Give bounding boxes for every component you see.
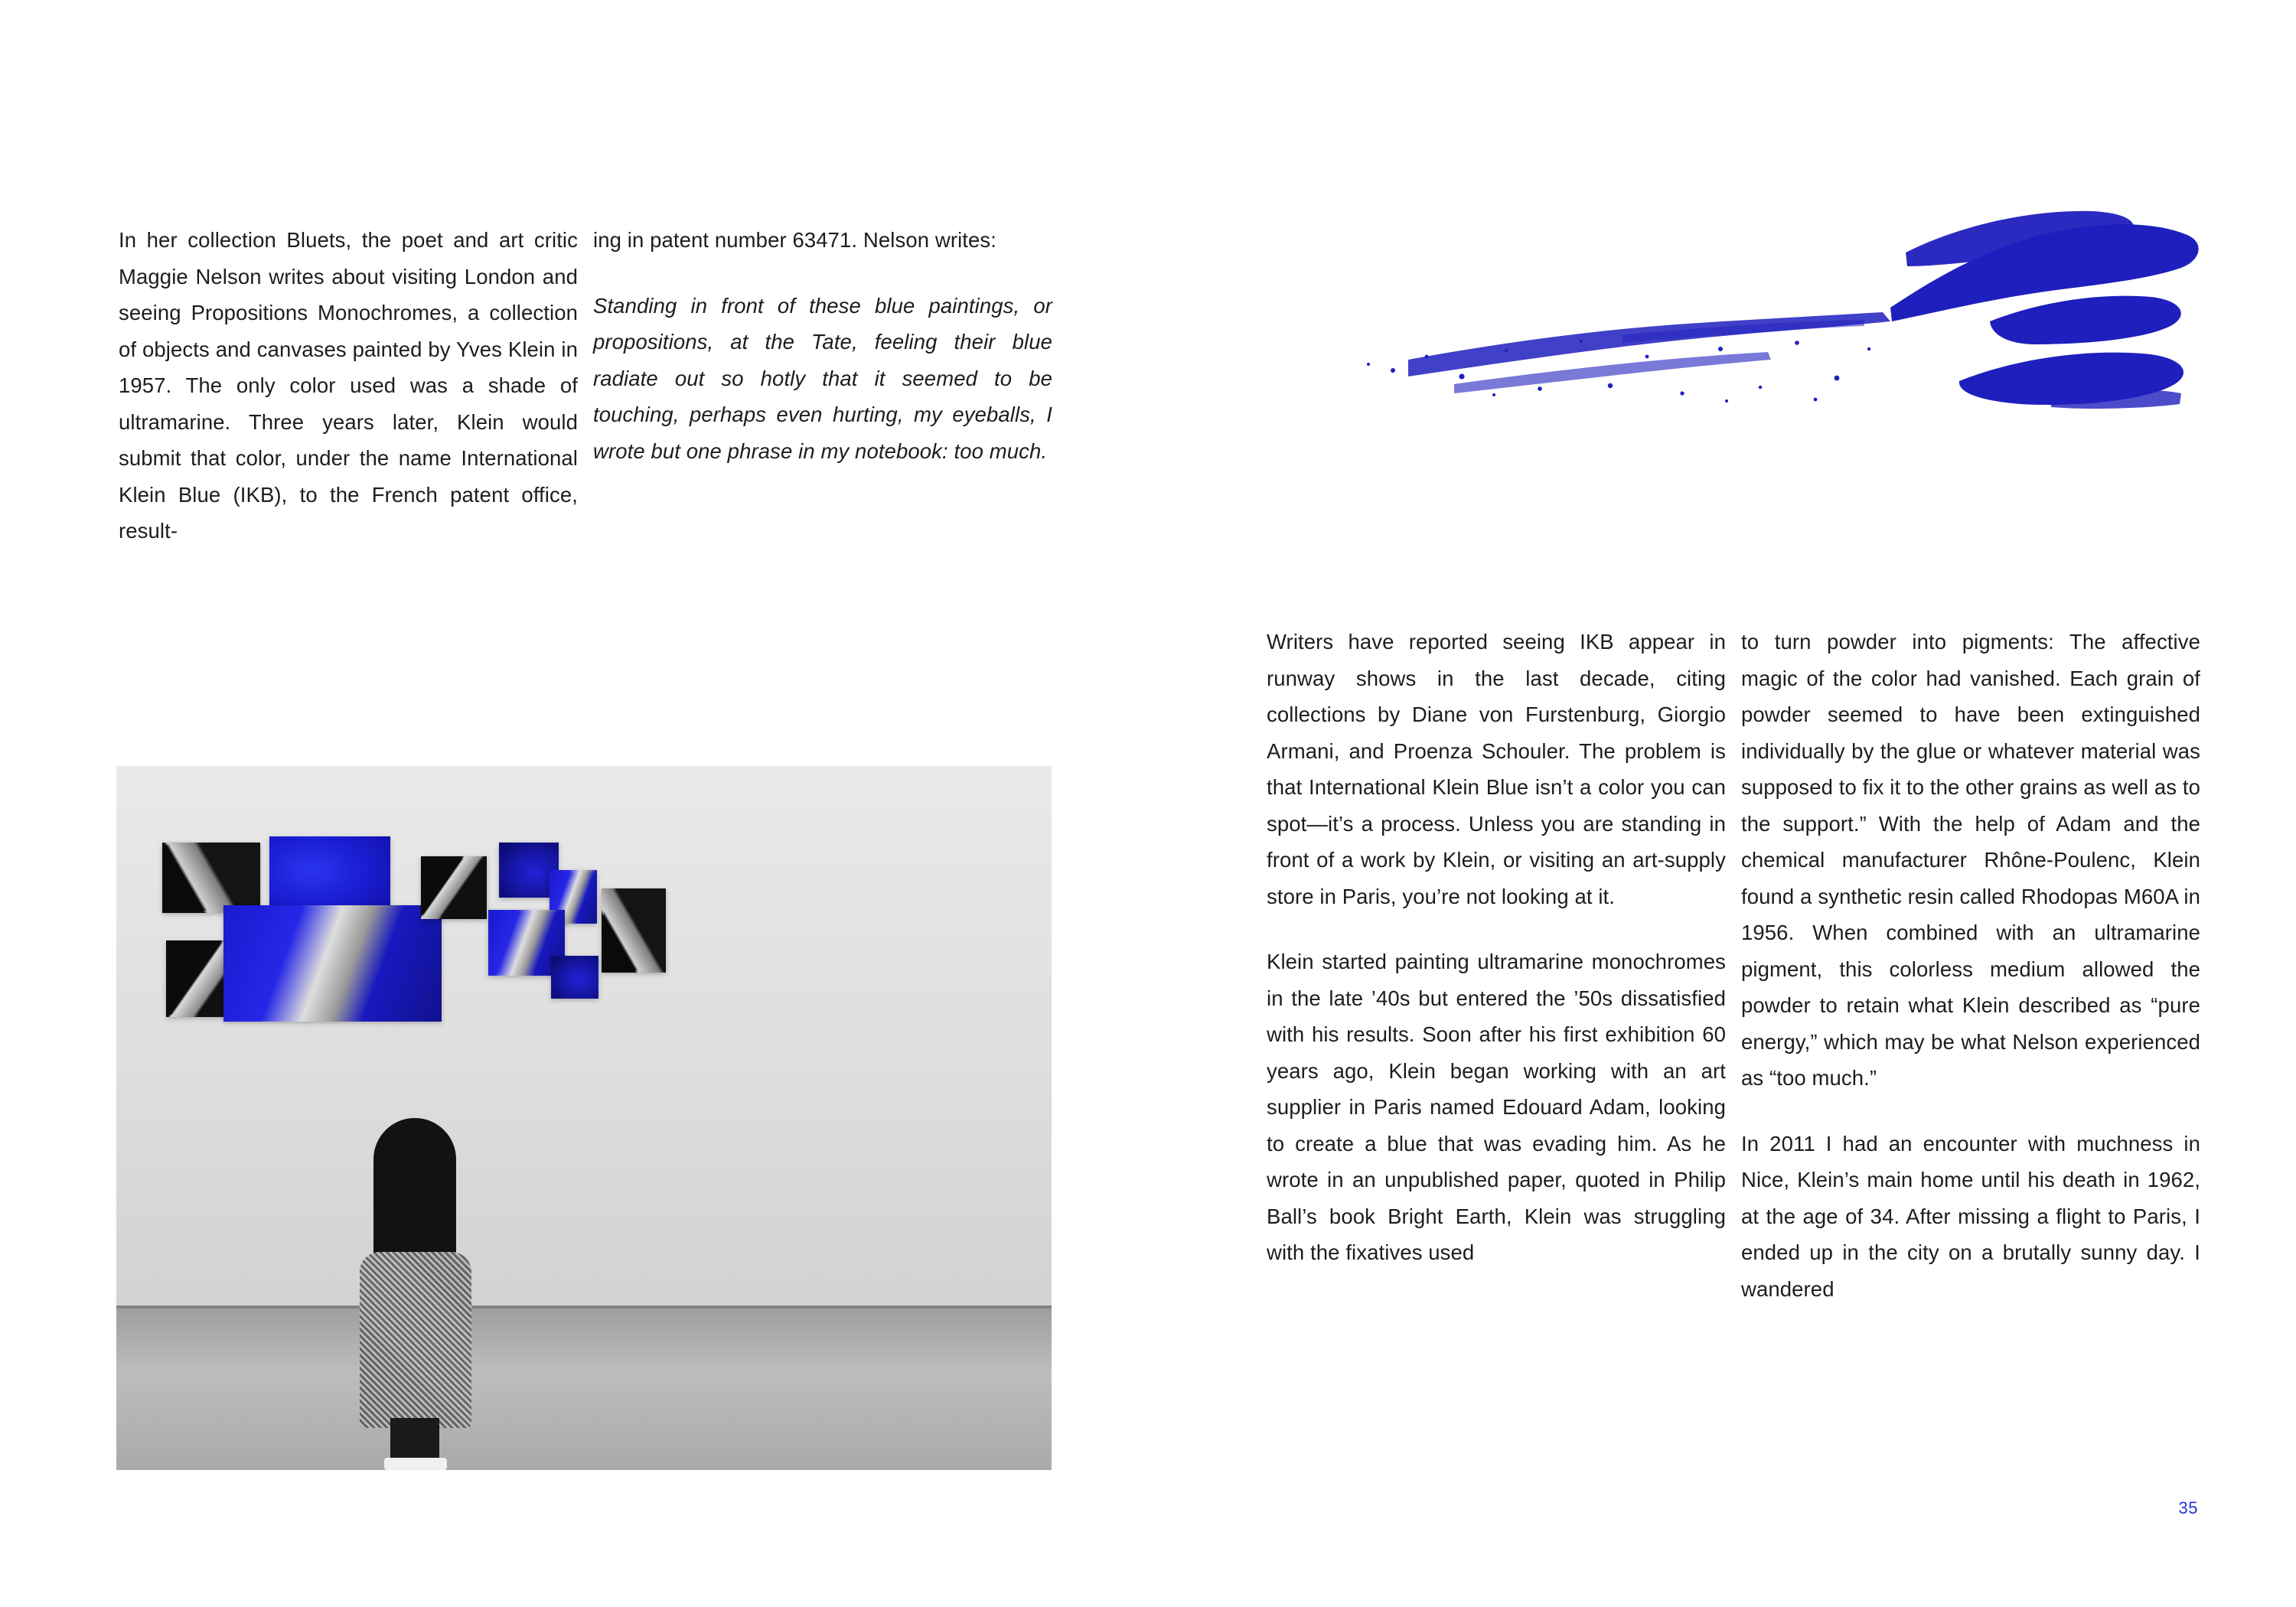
page-number: 35 [2178,1498,2198,1517]
left-page-column-2 [593,222,1052,469]
body-paragraph: to turn powder into pigments: The affective magic of the color had vanished. Each grain of powder seemed to have been extinguished individually by the glue or whatever material was supposed to fix it to the other grains as well as to the support.” With the help of Adam and the chemical manufacturer Rhône-Poulenc, Klein found a synthetic resin called Rhodopas M60A in 1956. When combined with an ultramarine pigment, this colorless medium allowed the powder to retain what Klein described as “pure energy,” which may be what Nelson experienced as “too much.” [1741,630,2200,1090]
body-paragraph: In 2011 I had an encounter with muchness in Nice, Klein’s main home until his death in 1962, at the age of 34. After missing a flight to Paris, I ended up in the city on a brutally sunny day. I wandered [1741,1131,2200,1301]
visitor-shoes [384,1458,447,1470]
artwork-frame [602,888,666,973]
gallery-floor [116,1305,1052,1470]
artwork-frame [421,856,487,919]
visitor-coat [360,1252,471,1428]
artwork-frame [223,905,442,1022]
body-paragraph: Klein started painting ultramarine monochromes in the late ’40s but entered the ’50s dissatisfied with his results. Soon after his first exhibition 60 years ago, Klein began working with an art supplier in Paris named Edouard Adam, looking to create a blue that was evading him. As he wrote in an unpublished paper, quoted in Philip Ball’s book Bright Earth, Klein was struggling with the fixatives used [1267,950,1726,1264]
gallery-photograph [116,766,1052,1470]
body-paragraph: ing in patent number 63471. Nelson writes: [593,228,997,252]
gallery-visitor [346,1118,484,1470]
body-paragraph: Writers have reported seeing IKB appear in runway shows in the last decade, citing collections by Diane von Furstenburg, Giorgio Armani, and Proenza Schouler. The problem is that International Klein Blue isn’t a color you can spot—it’s a process. Unless you are standing in front of a work by Klein, or visiting an art-supply store in Paris, you’re not looking at it. [1267,630,1726,908]
blue-brushstroke-artwork [1301,207,2204,436]
body-paragraph: In her collection Bluets, the poet and art critic Maggie Nelson writes about visiting London and seeing Propositions Monochromes, a collection of objects and canvases painted by Yves Klein in 1957. The only color used was a shade of ultramarine. Three years later, Klein would submit that color, under the name International Klein Blue (IKB), to the French patent office, result- [119,228,578,543]
right-page-column-1 [1267,624,1726,1271]
artwork-frame [162,843,260,913]
left-page-column-1 [119,222,578,549]
right-page-column-2 [1741,624,2200,1307]
pull-quote: Standing in front of these blue paintings, or propositions, at the Tate, feeling their blue radiate out so hotly that it seemed to be touching, perhaps even hurting, my eyeballs, I wrote but one phrase in my notebook: too much. [593,293,1052,463]
artwork-frame [551,956,598,999]
